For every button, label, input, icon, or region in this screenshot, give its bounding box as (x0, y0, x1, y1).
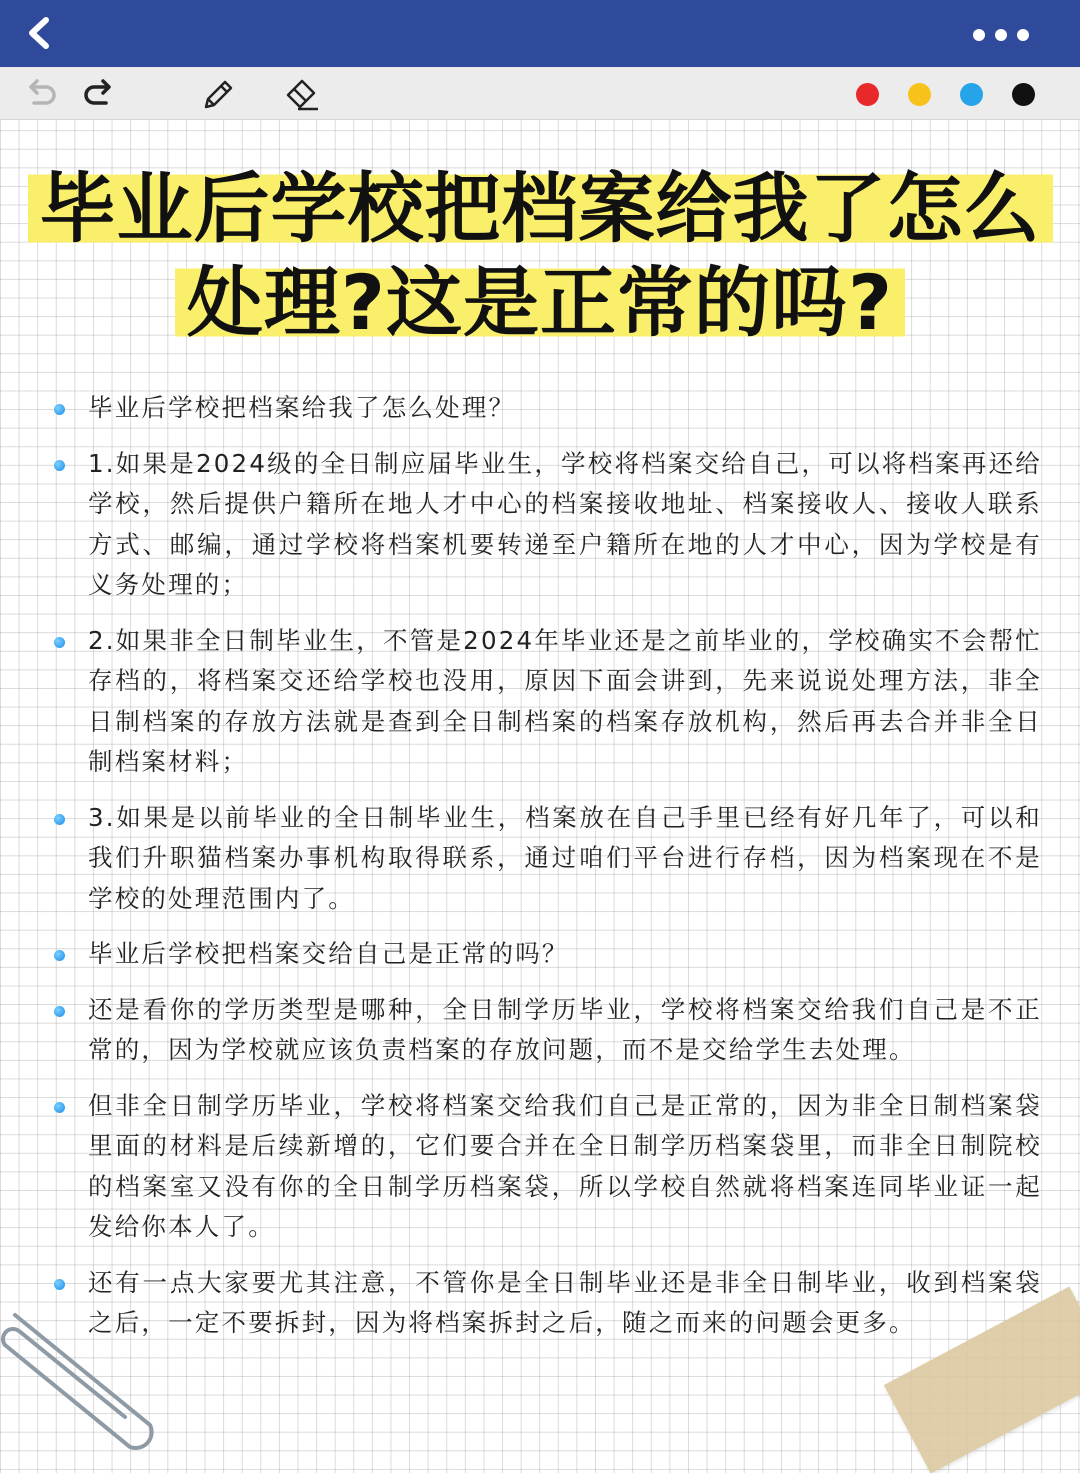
list-item-text: 还有一点大家要尤其注意，不管你是全日制毕业还是非全日制毕业，收到档案袋之后，一定不要拆封，因为将档案拆封之后，随之而来的问题会更多。 (88, 1267, 1042, 1337)
bullet-icon (54, 1102, 65, 1113)
bullet-icon (54, 404, 65, 415)
more-dots-icon[interactable] (970, 26, 1040, 44)
bullet-icon (54, 814, 65, 825)
list-item-text: 还是看你的学历类型是哪种，全日制学历毕业，学校将档案交给我们自己是不正常的，因为学校就应该负责档案的存放问题，而不是交给学生去处理。 (88, 994, 1042, 1064)
title-line-1: 毕业后学校把档案给我了怎么 (28, 164, 1053, 253)
bullet-icon (54, 460, 65, 471)
title-line-2: 处理?这是正常的吗? (175, 258, 905, 347)
list-item (50, 1263, 1042, 1344)
color-swatch-blue[interactable] (960, 83, 983, 106)
chevron-left-icon[interactable] (20, 14, 58, 52)
list-item (50, 798, 1042, 920)
list-item-text: 2.如果非全日制毕业生，不管是2024年毕业还是之前毕业的，学校确实不会帮忙存档的，将档案交还给学校也没用，原因下面会讲到，先来说说处理方法，非全日制档案的存放方法就是查到全日制档案的档案存放机构，然后再去合并非全日制档案材料； (88, 625, 1042, 776)
bullet-icon (54, 950, 65, 961)
color-swatch-black[interactable] (1012, 83, 1035, 106)
list-item-text: 毕业后学校把档案给我了怎么处理？ (88, 393, 516, 422)
list-item (50, 388, 1042, 429)
list-item-text: 毕业后学校把档案交给自己是正常的吗？ (88, 939, 569, 968)
list-item-text: 但非全日制学历毕业，学校将档案交给我们自己是正常的，因为非全日制档案袋里面的材料是后续新增的，它们要合并在全日制学历档案袋里，而非全日制院校的档案室又没有你的全日制学历档案袋，所以学校自然就将档案连同毕业证一起发给你本人了。 (88, 1090, 1042, 1241)
list-item-text: 1.如果是2024级的全日制应届毕业生，学校将档案交给自己，可以将档案再还给学校，然后提供户籍所在地人才中心的档案接收地址、档案接收人、接收人联系方式、邮编，通过学校将档案机要转递至户籍所在地的人才中心，因为学校是有义务处理的； (88, 448, 1042, 599)
bullet-icon (54, 1279, 65, 1290)
list-item (50, 621, 1042, 783)
page-title (0, 162, 1080, 350)
pencil-icon[interactable] (198, 75, 236, 113)
eraser-icon[interactable] (282, 75, 320, 113)
paperclip-icon (0, 1295, 175, 1455)
article-body (50, 388, 1042, 1359)
color-swatch-yellow[interactable] (908, 83, 931, 106)
top-app-bar (0, 0, 1080, 67)
bullet-icon (54, 637, 65, 648)
list-item-text: 3.如果是以前毕业的全日制毕业生，档案放在自己手里已经有好几年了，可以和我们升职猫档案办事机构取得联系，通过咱们平台进行存档，因为档案现在不是学校的处理范围内了。 (88, 802, 1042, 913)
list-item (50, 990, 1042, 1071)
list-item (50, 444, 1042, 606)
redo-icon[interactable] (80, 75, 118, 113)
undo-icon[interactable] (22, 75, 60, 113)
bullet-icon (54, 1006, 65, 1017)
list-item (50, 934, 1042, 975)
list-item (50, 1086, 1042, 1248)
color-swatch-red[interactable] (856, 83, 879, 106)
